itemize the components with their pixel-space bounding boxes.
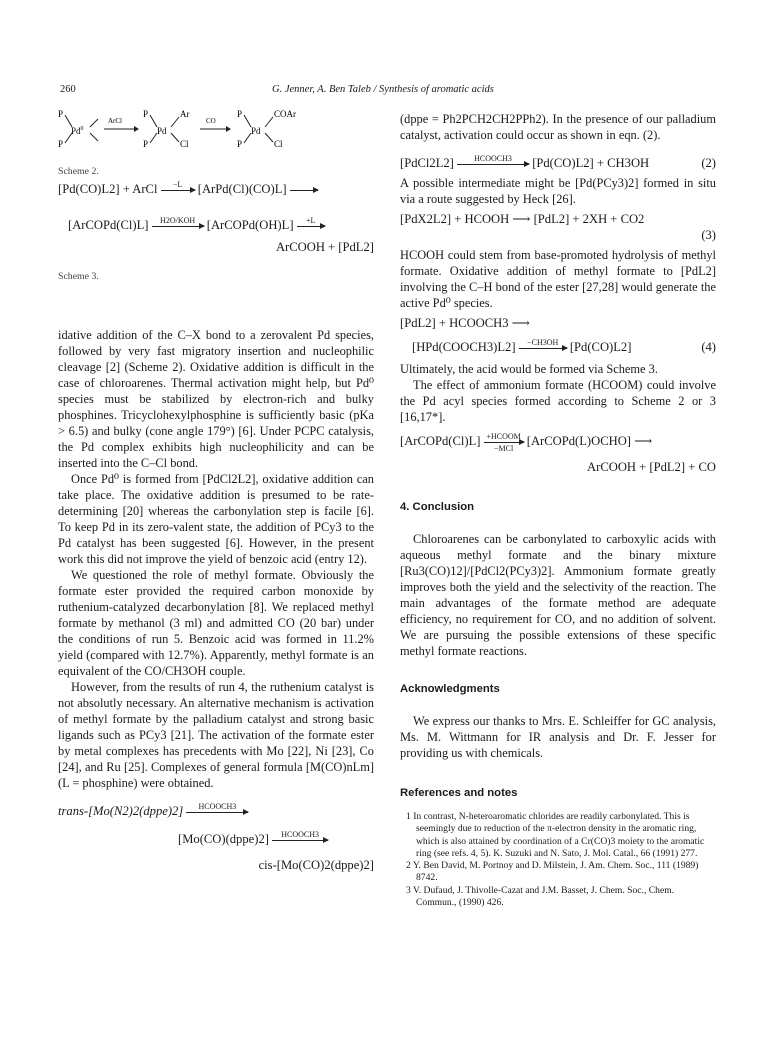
equation-3: [PdX2L2] + HCOOH ⟶ [PdL2] + 2XH + CO2 (400, 212, 645, 226)
ligand-label: P (58, 139, 64, 149)
equation-4-line2: [HPd(COOCH3)L2] −CH3OH [Pd(CO)L2] (4) (412, 337, 716, 354)
equation-2-number: (2) (701, 156, 716, 170)
scheme-3-line2: [ArCOPd(Cl)L] H2O/KOH [ArCOPd(OH)L] +L (58, 217, 374, 233)
references-heading: References and notes (400, 787, 518, 799)
reference-item: 2 Y. Ben David, M. Portnoy and D. Milstein, J. Am. Chem. Soc., 111 (1989) 8742. (406, 860, 699, 884)
page-number: 260 (60, 84, 76, 95)
ligand-label: P (237, 109, 243, 119)
conclusion-text: Chloroarenes can be carbonylated to carboxylic acids with aqueous methyl formate and the binary mixture [Ru3(CO)12]/[PdCl2(PCy3)2]. Ammonium formate greatly improves both the yield and the selectivity of the reaction. The main advantages of the formate method are adequate efficiency, no requirement for CO, and no addition of solvent. We are pursuing the possible extensions of these specific methyl formate reactions. (400, 532, 716, 658)
right-paragraph-5: The effect of ammonium formate (HCOOM) could involve the Pd acyl species formed according to Scheme 2 or 3 [16,17*]. (400, 378, 716, 424)
references-list (400, 811, 716, 909)
scheme-2-caption: Scheme 2. (58, 166, 99, 177)
scheme-3-caption: Scheme 3. (58, 271, 99, 282)
coar-label: COAr (274, 109, 296, 119)
ligand-label: P (143, 109, 149, 119)
mo-equation-line1: trans-[Mo(N2)2(dppe)2] HCOOCH3 (58, 803, 374, 819)
right-paragraph-3: HCOOH could stem from base-promoted hydrolysis of methyl formate. Oxidative addition of methyl formate to [PdL2] involving the C–H bond of the ester [27,28] would generate the active Pd⁰ species. (400, 248, 716, 310)
right-paragraph-4: Ultimately, the acid would be formed via Scheme 3. (400, 362, 658, 376)
equation-3-number: (3) (701, 228, 716, 242)
mo-equation-line3: cis-[Mo(CO)2(dppe)2] (258, 858, 374, 872)
left-paragraph-4: However, from the results of run 4, the ruthenium catalyst is not absolutly necessary. An alternative mechanism is activation of methyl formate by the palladium catalyst and strong basic ligands such as PCy3 [21]. The activation of the formate ester by metal complexes has precedents with Mo [22], Ni [23], Co [24], and Ru [25]. Complexes of general formula [M(CO)nLm] (L = phosphine) were obtained. (58, 680, 374, 790)
ligand-label: P (237, 139, 243, 149)
scheme-3-line1: [Pd(CO)L2] + ArCl −L [ArPd(Cl)(CO)L] (58, 181, 374, 197)
arrow-label-co: CO (206, 117, 216, 125)
left-paragraph-3: We questioned the role of methyl formate. Obviously the formate ester provided the required carbon monoxide by ruthenium-catalyzed decarbonylation [8]. We replaced methyl formate by methanol (3 ml) and admitted CO (20 bar) under the conditions of run 5. Benzoic acid was formed in 11.2% yield (compared with 12.7%). Apparently, methyl formate is an equivalent of the CO/CH3OH couple. (58, 568, 374, 678)
left-paragraph-2: Once Pd⁰ is formed from [PdCl2L2], oxidative addition can take place. The oxidative addition is presumed to be rate-determining [20] whereas the carbonylation step is facile [6]. To keep Pd in its zero-valent state, the addition of PCy3 to the Pd catalyst has been suggested [6]. However, in the present work this did not improve the yield of benzoic acid (entry 12). (58, 472, 374, 566)
acknowledgments-text: We express our thanks to Mrs. E. Schleiffer for GC analysis, Ms. M. Wittmann for IR analysis and Dr. F. Jesser for providing us with chemicals. (400, 714, 716, 760)
reference-item: 1 In contrast, N-heteroaromatic chlorides are readily carbonylated. This is seemingly due to reduction of the π-electron density in the aromatic ring, which is also attained by coordination of a Cr(CO)3 moiety to the aromatic ring (see refs. 4, 5). K. Suzuki and N. Sato, J. Mol. Catal., 66 (1991) 277. (406, 811, 705, 859)
conclusion-heading: 4. Conclusion (400, 501, 475, 513)
equation-2: [PdCl2L2] HCOOCH3 [Pd(CO)L2] + CH3OH (2) (400, 153, 716, 170)
scheme-3-line3: ArCOOH + [PdL2] (275, 240, 374, 254)
left-paragraph-1: idative addition of the C–X bond to a zerovalent Pd species, followed by very fast migratory insertion and nucleophilic cleavage [2] (Scheme 2). Oxidative addition is difficult in the case of chloroarenes. Thermal activation might help, but Pd⁰ species must be stabilized by electron-rich and bulky phosphines. Tricyclohexylphosphine is sufficiently basic (pKa > 6.5) and bulky (cone angle 179°) [6]. Under PCPC catalysis, the Pd complex exhibits high nucleophilicity and can be inserted into the C–Cl bond. (58, 328, 374, 470)
ar-label: Ar (180, 109, 190, 119)
ligand-label: P (58, 109, 64, 119)
equation-4-line1: [PdL2] + HCOOCH3 ⟶ (400, 316, 530, 330)
right-paragraph-2: A possible intermediate might be [Pd(PCy3)2] formed in situ via a route suggested by Heck [26]. (400, 176, 716, 206)
equation-5-line2: ArCOOH + [PdL2] + CO (587, 460, 716, 474)
right-paragraph-1: (dppe = Ph2PCH2CH2PPh2). In the presence of our palladium catalyst, activation could occur as shown in eqn. (2). (400, 112, 716, 142)
pd-label: Pd (157, 126, 167, 136)
left-column (58, 164, 374, 873)
reference-item: 3 V. Dufaud, J. Thivolle-Cazat and J.M. Basset, J. Chem. Soc., Chem. Commun., (1990) 426. (406, 884, 675, 909)
ligand-label: P (143, 139, 149, 149)
right-column (400, 111, 716, 909)
pd0-label: Pd$^0$ (71, 126, 84, 136)
scheme-2-diagram (58, 105, 328, 157)
running-title: G. Jenner, A. Ben Taleb / Synthesis of aromatic acids (272, 84, 494, 95)
pd-label: Pd (251, 126, 261, 136)
cl-label: Cl (180, 139, 189, 149)
equation-4-number: (4) (701, 340, 716, 354)
equation-5-line1: [ArCOPd(Cl)L] +HCOOM −MCl [ArCOPd(L)OCHO] ⟶ (400, 431, 653, 453)
arrow-label-arcl: ArCl (108, 117, 122, 125)
mo-equation-line2: [Mo(CO)(dppe)2] HCOOCH3 (58, 831, 374, 847)
acknowledgments-heading: Acknowledgments (400, 683, 500, 695)
cl-label: Cl (274, 139, 283, 149)
